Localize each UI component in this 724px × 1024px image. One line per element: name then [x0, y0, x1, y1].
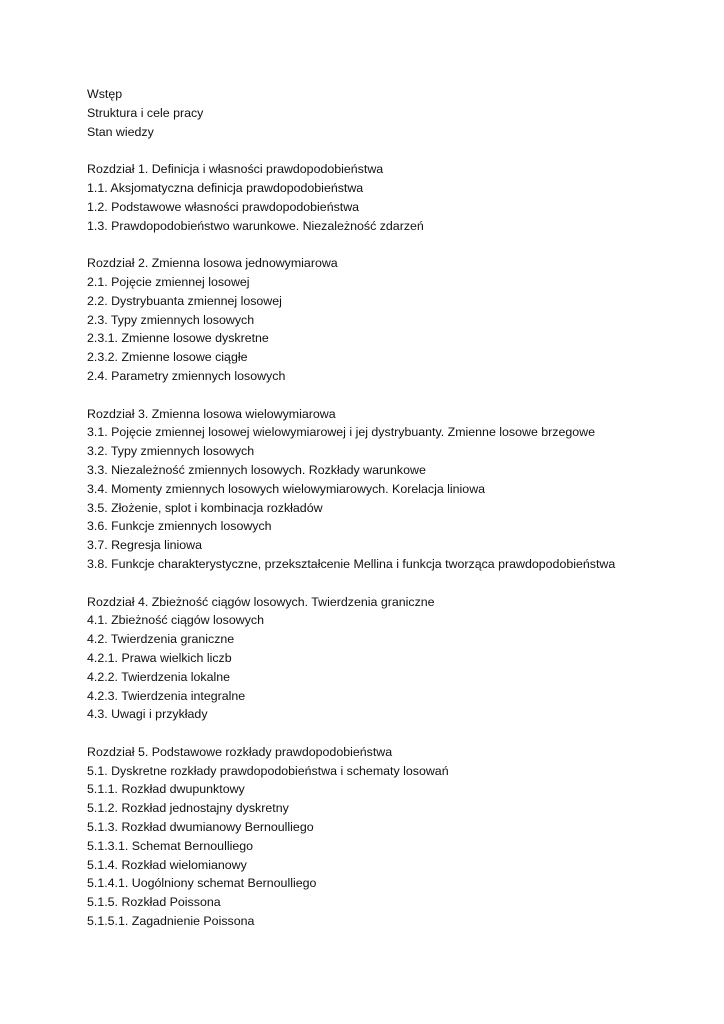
chapter-2: [87, 254, 707, 386]
section-spacer: [87, 724, 707, 743]
toc-entry: 2.3.2. Zmienne losowe ciągłe: [87, 350, 248, 365]
chapter-1-title: Rozdział 1. Definicja i własności prawdopodobieństwa: [87, 162, 384, 177]
toc-entry: 4.2.1. Prawa wielkich liczb: [87, 650, 232, 665]
section-spacer: [87, 574, 707, 593]
toc-entry: 5.1.3. Rozkład dwumianowy Bernoulliego: [87, 820, 314, 835]
toc-entry: 1.2. Podstawowe własności prawdopodobieństwa: [87, 199, 360, 214]
toc-entry: 5.1.5. Rozkład Poissona: [87, 895, 221, 910]
toc-entry: 4.1. Zbieżność ciągów losowych: [87, 613, 264, 628]
toc-entry: 2.4. Parametry zmiennych losowych: [87, 368, 286, 383]
front-matter: [87, 85, 707, 141]
toc-entry: 3.6. Funkcje zmiennych losowych: [87, 519, 272, 534]
toc-entry: 1.3. Prawdopodobieństwo warunkowe. Niezależność zdarzeń: [87, 218, 424, 233]
toc-entry: 5.1.4. Rozkład wielomianowy: [87, 857, 247, 872]
toc-entry: 3.1. Pojęcie zmiennej losowej wielowymiarowej i jej dystrybuanty. Zmienne losowe brzegowe: [87, 425, 596, 440]
toc-entry: 4.2.2. Twierdzenia lokalne: [87, 669, 231, 684]
chapter-1: [87, 160, 707, 235]
section-spacer: [87, 141, 707, 160]
chapter-4-title: Rozdział 4. Zbieżność ciągów losowych. Twierdzenia graniczne: [87, 594, 435, 609]
chapter-3-title: Rozdział 3. Zmienna losowa wielowymiarowa: [87, 406, 336, 421]
toc-entry-introduction: Wstęp: [87, 87, 123, 101]
toc-entry: 1.1. Aksjomatyczna definicja prawdopodobieństwa: [87, 180, 364, 195]
toc-entry-state-of-knowledge: Stan wiedzy: [87, 124, 154, 139]
toc-entry-structure: Struktura i cele pracy: [87, 105, 204, 120]
toc-entry: 5.1. Dyskretne rozkłady prawdopodobieństwa i schematy losowań: [87, 763, 449, 778]
table-of-contents: [87, 85, 707, 931]
toc-entry: 5.1.5.1. Zagadnienie Poissona: [87, 914, 255, 929]
section-spacer: [87, 386, 707, 405]
toc-entry: 5.1.1. Rozkład dwupunktowy: [87, 782, 245, 797]
toc-entry: 3.7. Regresja liniowa: [87, 538, 203, 553]
toc-entry: 4.2.3. Twierdzenia integralne: [87, 688, 246, 703]
chapter-2-title: Rozdział 2. Zmienna losowa jednowymiarowa: [87, 256, 338, 271]
chapter-4: [87, 593, 707, 725]
toc-entry: 2.3. Typy zmiennych losowych: [87, 312, 255, 327]
chapter-5: [87, 743, 707, 931]
toc-entry: 3.2. Typy zmiennych losowych: [87, 444, 255, 459]
toc-entry: 4.2. Twierdzenia graniczne: [87, 632, 235, 647]
toc-entry: 5.1.4.1. Uogólniony schemat Bernoulliego: [87, 876, 317, 891]
toc-entry: 5.1.3.1. Schemat Bernoulliego: [87, 838, 254, 853]
toc-entry: 5.1.2. Rozkład jednostajny dyskretny: [87, 801, 289, 816]
toc-entry: 3.8. Funkcje charakterystyczne, przekształcenie Mellina i funkcja tworząca prawdopodobieństwa: [87, 556, 616, 571]
toc-entry: 3.4. Momenty zmiennych losowych wielowymiarowych. Korelacja liniowa: [87, 481, 486, 496]
toc-entry: 2.3.1. Zmienne losowe dyskretne: [87, 331, 269, 346]
toc-entry: 3.5. Złożenie, splot i kombinacja rozkładów: [87, 500, 323, 515]
toc-entry: 3.3. Niezależność zmiennych losowych. Rozkłady warunkowe: [87, 462, 426, 477]
toc-entry: 2.1. Pojęcie zmiennej losowej: [87, 274, 250, 289]
chapter-3: [87, 405, 707, 574]
chapter-5-title: Rozdział 5. Podstawowe rozkłady prawdopodobieństwa: [87, 744, 393, 759]
section-spacer: [87, 235, 707, 254]
toc-entry: 2.2. Dystrybuanta zmiennej losowej: [87, 293, 282, 308]
toc-entry: 4.3. Uwagi i przykłady: [87, 707, 208, 722]
